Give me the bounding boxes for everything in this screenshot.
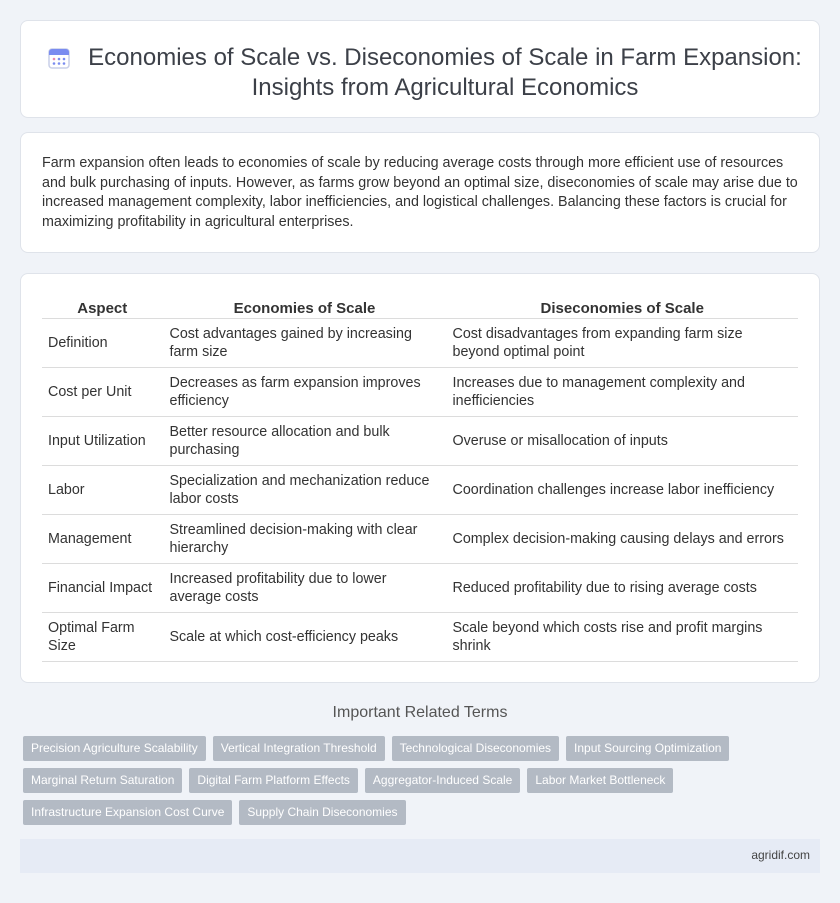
aspect-cell: Input Utilization: [42, 416, 163, 465]
header-diseconomies: Diseconomies of Scale: [446, 296, 798, 318]
economies-cell: Increased profitability due to lower average costs: [163, 563, 446, 612]
related-term-tag[interactable]: Digital Farm Platform Effects: [189, 768, 357, 793]
economies-cell: Specialization and mechanization reduce labor costs: [163, 465, 446, 514]
aspect-cell: Cost per Unit: [42, 367, 163, 416]
diseconomies-cell: Overuse or misallocation of inputs: [446, 416, 798, 465]
diseconomies-cell: Reduced profitability due to rising average costs: [446, 563, 798, 612]
table-row: [42, 367, 798, 416]
related-term-tag[interactable]: Technological Diseconomies: [392, 736, 559, 761]
related-term-tag[interactable]: Infrastructure Expansion Cost Curve: [23, 800, 232, 825]
table-row: [42, 318, 798, 367]
diseconomies-cell: Cost disadvantages from expanding farm size beyond optimal point: [446, 318, 798, 367]
economies-cell: Cost advantages gained by increasing farm size: [163, 318, 446, 367]
economies-cell: Scale at which cost-efficiency peaks: [163, 612, 446, 661]
economies-cell: Streamlined decision-making with clear hierarchy: [163, 514, 446, 563]
related-term-tag[interactable]: Aggregator-Induced Scale: [365, 768, 520, 793]
related-term-tag[interactable]: Input Sourcing Optimization: [566, 736, 729, 761]
diseconomies-cell: Scale beyond which costs rise and profit margins shrink: [446, 612, 798, 661]
comparison-card: [20, 273, 820, 683]
economies-cell: Better resource allocation and bulk purchasing: [163, 416, 446, 465]
related-term-tag[interactable]: Supply Chain Diseconomies: [239, 800, 405, 825]
aspect-cell: Definition: [42, 318, 163, 367]
table-row: [42, 416, 798, 465]
intro-paragraph: Farm expansion often leads to economies of scale by reducing average costs through more efficient use of resources and bulk purchasing of inputs. However, as farms grow beyond an optimal size, diseconomies of scale may arise due to increased management complexity, labor inefficiencies, and logistical challenges. Balancing these factors is crucial for maximizing profitability in agricultural enterprises.: [42, 155, 798, 230]
diseconomies-cell: Complex decision-making causing delays and errors: [446, 514, 798, 563]
page-title: Economies of Scale vs. Diseconomies of Scale in Farm Expansion: Insights from Agricultural Economics: [88, 44, 802, 101]
economies-cell: Decreases as farm expansion improves efficiency: [163, 367, 446, 416]
table-header-row: [42, 296, 798, 318]
header-economies: Economies of Scale: [163, 296, 446, 318]
related-term-tag[interactable]: Precision Agriculture Scalability: [23, 736, 206, 761]
related-terms-heading: Important Related Terms: [332, 704, 508, 721]
related-term-tag[interactable]: Labor Market Bottleneck: [527, 768, 673, 793]
title-card: [20, 20, 820, 118]
related-term-tag[interactable]: Vertical Integration Threshold: [213, 736, 385, 761]
table-row: [42, 465, 798, 514]
header-aspect: Aspect: [42, 296, 163, 318]
related-terms-list: [23, 736, 813, 832]
aspect-cell: Labor: [42, 465, 163, 514]
intro-card: [20, 132, 820, 253]
calendar-icon: [47, 46, 71, 70]
aspect-cell: Financial Impact: [42, 563, 163, 612]
table-row: [42, 514, 798, 563]
table-row: [42, 563, 798, 612]
footer-site-link[interactable]: agridif.com: [751, 848, 810, 862]
related-term-tag[interactable]: Marginal Return Saturation: [23, 768, 182, 793]
diseconomies-cell: Coordination challenges increase labor inefficiency: [446, 465, 798, 514]
diseconomies-cell: Increases due to management complexity and inefficiencies: [446, 367, 798, 416]
footer-bar: [20, 839, 820, 873]
table-row: [42, 612, 798, 661]
aspect-cell: Management: [42, 514, 163, 563]
comparison-table: [42, 296, 798, 662]
aspect-cell: Optimal Farm Size: [42, 612, 163, 661]
